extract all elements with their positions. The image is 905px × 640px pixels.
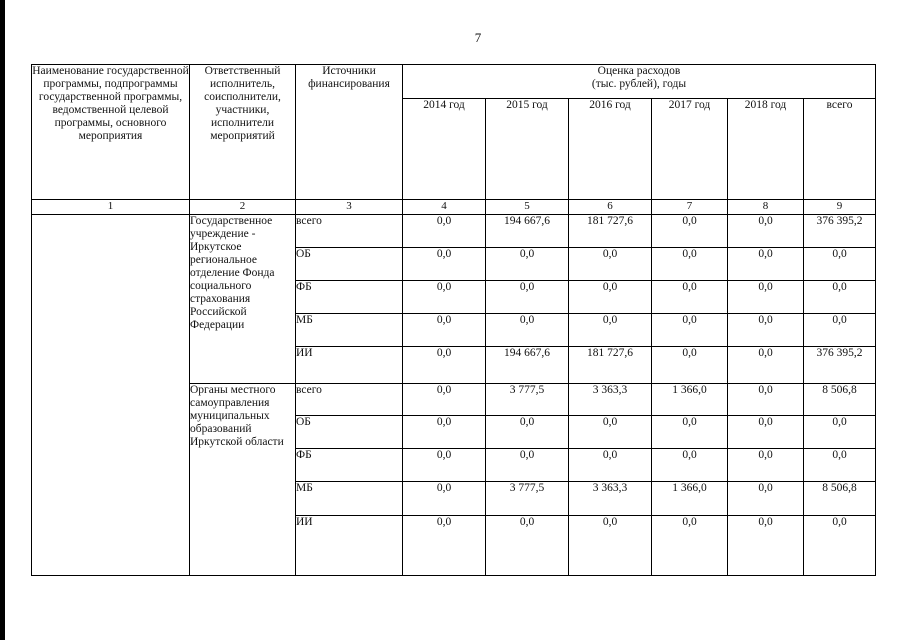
amount-cell: 376 395,2 bbox=[804, 215, 876, 248]
funding-source-cell: ОБ bbox=[296, 416, 403, 449]
header-cost-estimate: Оценка расходов (тыс. рублей), годы bbox=[403, 65, 876, 99]
amount-cell: 0,0 bbox=[728, 482, 804, 516]
amount-cell: 181 727,6 bbox=[569, 215, 652, 248]
funding-source-cell: МБ bbox=[296, 482, 403, 516]
amount-cell: 1 366,0 bbox=[652, 384, 728, 416]
amount-cell: 0,0 bbox=[403, 248, 486, 281]
amount-cell: 0,0 bbox=[728, 281, 804, 314]
amount-cell: 376 395,2 bbox=[804, 347, 876, 384]
amount-cell: 194 667,6 bbox=[486, 215, 569, 248]
amount-cell: 0,0 bbox=[652, 347, 728, 384]
column-number: 3 bbox=[296, 200, 403, 215]
amount-cell: 0,0 bbox=[652, 314, 728, 347]
amount-cell: 0,0 bbox=[728, 416, 804, 449]
header-year-2014: 2014 год bbox=[403, 99, 486, 200]
amount-cell: 0,0 bbox=[486, 248, 569, 281]
funding-source-cell: ФБ bbox=[296, 281, 403, 314]
column-number: 7 bbox=[652, 200, 728, 215]
amount-cell: 0,0 bbox=[569, 281, 652, 314]
amount-cell: 0,0 bbox=[652, 248, 728, 281]
funding-source-cell: ИИ bbox=[296, 347, 403, 384]
amount-cell: 0,0 bbox=[804, 281, 876, 314]
column-number: 1 bbox=[32, 200, 190, 215]
funding-source-cell: всего bbox=[296, 384, 403, 416]
amount-cell: 3 777,5 bbox=[486, 384, 569, 416]
amount-cell: 0,0 bbox=[652, 516, 728, 576]
amount-cell: 0,0 bbox=[403, 482, 486, 516]
amount-cell: 0,0 bbox=[569, 449, 652, 482]
amount-cell: 0,0 bbox=[728, 248, 804, 281]
amount-cell: 0,0 bbox=[804, 248, 876, 281]
funding-source-cell: ОБ bbox=[296, 248, 403, 281]
amount-cell: 0,0 bbox=[403, 347, 486, 384]
amount-cell: 0,0 bbox=[403, 314, 486, 347]
header-funding-source: Источники финансирования bbox=[296, 65, 403, 200]
amount-cell: 0,0 bbox=[403, 281, 486, 314]
executor-cell: Органы местного самоуправления муниципальных образований Иркутской области bbox=[190, 384, 296, 576]
scan-edge bbox=[0, 0, 5, 640]
amount-cell: 0,0 bbox=[486, 449, 569, 482]
amount-cell: 0,0 bbox=[728, 384, 804, 416]
amount-cell: 0,0 bbox=[728, 347, 804, 384]
amount-cell: 0,0 bbox=[652, 281, 728, 314]
amount-cell: 3 363,3 bbox=[569, 384, 652, 416]
amount-cell: 0,0 bbox=[569, 248, 652, 281]
amount-cell: 3 777,5 bbox=[486, 482, 569, 516]
amount-cell: 0,0 bbox=[486, 281, 569, 314]
column-number: 4 bbox=[403, 200, 486, 215]
amount-cell: 194 667,6 bbox=[486, 347, 569, 384]
amount-cell: 8 506,8 bbox=[804, 482, 876, 516]
amount-cell: 0,0 bbox=[486, 416, 569, 449]
amount-cell: 0,0 bbox=[403, 516, 486, 576]
amount-cell: 0,0 bbox=[403, 384, 486, 416]
column-number: 2 bbox=[190, 200, 296, 215]
funding-source-cell: всего bbox=[296, 215, 403, 248]
amount-cell: 0,0 bbox=[804, 314, 876, 347]
column-number: 6 bbox=[569, 200, 652, 215]
amount-cell: 181 727,6 bbox=[569, 347, 652, 384]
amount-cell: 0,0 bbox=[486, 314, 569, 347]
amount-cell: 3 363,3 bbox=[569, 482, 652, 516]
amount-cell: 0,0 bbox=[569, 314, 652, 347]
amount-cell: 0,0 bbox=[804, 449, 876, 482]
funding-source-cell: МБ bbox=[296, 314, 403, 347]
amount-cell: 0,0 bbox=[728, 215, 804, 248]
amount-cell: 1 366,0 bbox=[652, 482, 728, 516]
amount-cell: 0,0 bbox=[486, 516, 569, 576]
amount-cell: 0,0 bbox=[403, 449, 486, 482]
header-year-2016: 2016 год bbox=[569, 99, 652, 200]
amount-cell: 0,0 bbox=[403, 416, 486, 449]
header-executor: Ответственный исполнитель, соисполнители, участники, исполнители мероприятий bbox=[190, 65, 296, 200]
header-year-2015: 2015 год bbox=[486, 99, 569, 200]
column-number: 8 bbox=[728, 200, 804, 215]
funding-source-cell: ИИ bbox=[296, 516, 403, 576]
amount-cell: 0,0 bbox=[728, 449, 804, 482]
header-total: всего bbox=[804, 99, 876, 200]
column-number: 5 bbox=[486, 200, 569, 215]
amount-cell: 0,0 bbox=[569, 516, 652, 576]
amount-cell: 0,0 bbox=[728, 516, 804, 576]
header-year-2017: 2017 год bbox=[652, 99, 728, 200]
amount-cell: 8 506,8 bbox=[804, 384, 876, 416]
amount-cell: 0,0 bbox=[652, 449, 728, 482]
program-name-cell bbox=[32, 215, 190, 576]
column-number: 9 bbox=[804, 200, 876, 215]
budget-table bbox=[31, 64, 876, 576]
funding-source-cell: ФБ bbox=[296, 449, 403, 482]
amount-cell: 0,0 bbox=[652, 215, 728, 248]
amount-cell: 0,0 bbox=[804, 516, 876, 576]
header-program-name: Наименование государственной программы, подпрограммы государственной программы, ведомственной целевой программы, основного мероприятия bbox=[32, 65, 190, 200]
amount-cell: 0,0 bbox=[403, 215, 486, 248]
table-row bbox=[32, 215, 876, 248]
amount-cell: 0,0 bbox=[728, 314, 804, 347]
amount-cell: 0,0 bbox=[569, 416, 652, 449]
header-year-2018: 2018 год bbox=[728, 99, 804, 200]
executor-cell: Государственное учреждение - Иркутское региональное отделение Фонда социального страхования Российской Федерации bbox=[190, 215, 296, 384]
amount-cell: 0,0 bbox=[804, 416, 876, 449]
amount-cell: 0,0 bbox=[652, 416, 728, 449]
page-number: 7 bbox=[474, 30, 482, 45]
